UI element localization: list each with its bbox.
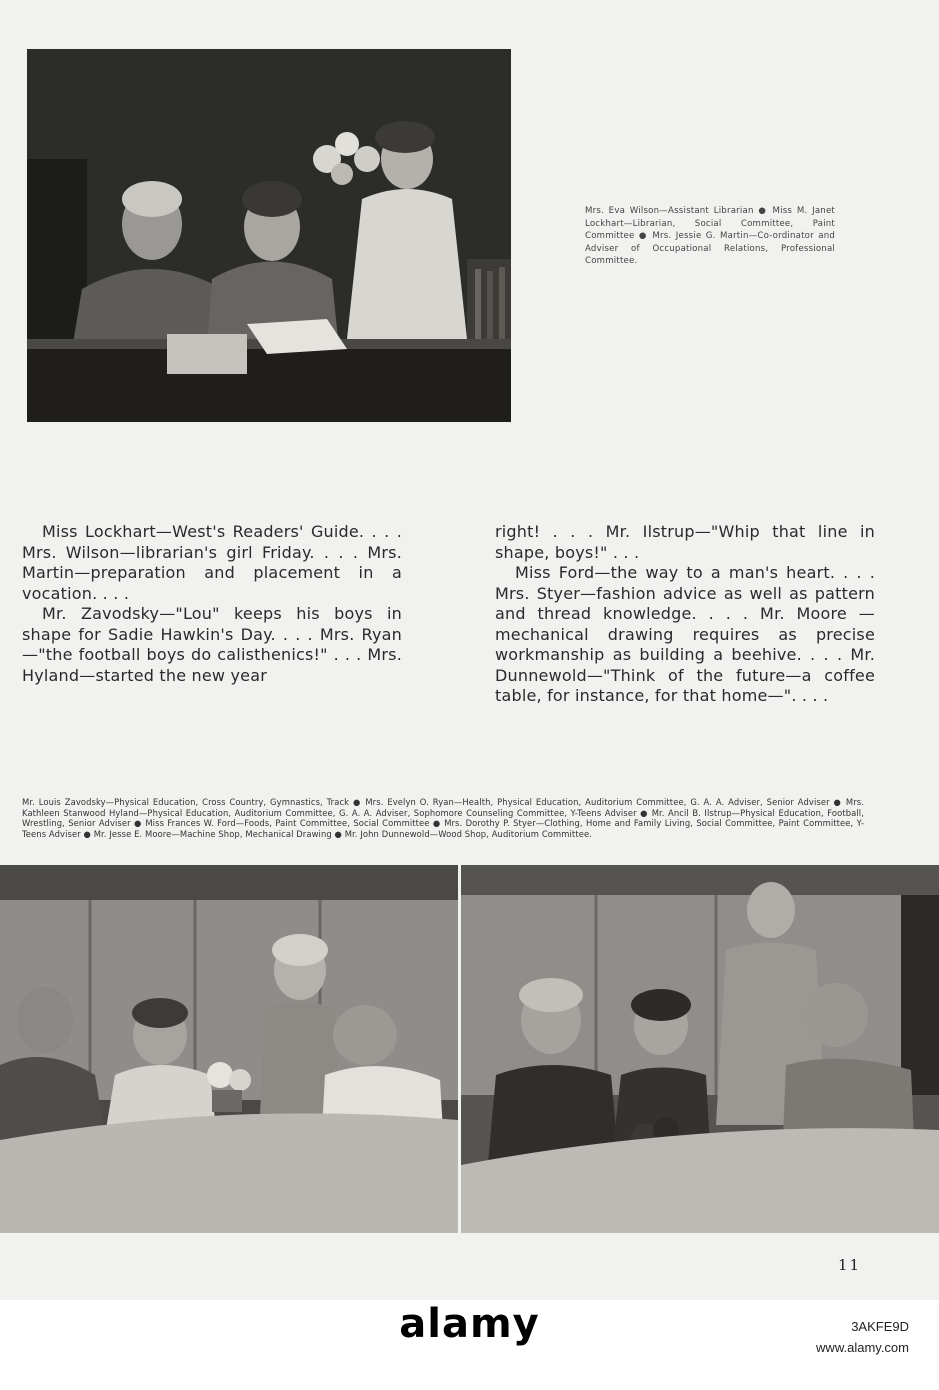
- body-left-paragraph-1: Miss Lockhart—West's Readers' Guide. . . . Mrs. Wilson—librarian's girl Friday. . . . Mrs. Martin—preparation and placement in a vocation. . . .: [22, 522, 402, 603]
- body-text-left: [22, 522, 402, 686]
- body-left-paragraph-2: Mr. Zavodsky—"Lou" keeps his boys in shape for Sadie Hawkin's Day. . . . Mrs. Ryan—"the football boys do calisthenics!" . . . Mrs. Hyland—started the new year: [22, 604, 402, 685]
- site-url-text: www.alamy.com: [816, 1340, 909, 1355]
- body-right-paragraph-1: right! . . . Mr. Ilstrup—"Whip that line in shape, boys!" . . .: [495, 522, 875, 562]
- caption-librarians: Mrs. Eva Wilson—Assistant Librarian ● Miss M. Janet Lockhart—Librarian, Social Committee, Paint Committee ● Mrs. Jessie G. Martin—Co-ordinator and Adviser of Occupational Relations, Professional Committee.: [585, 206, 835, 266]
- body-right-paragraph-2: Miss Ford—the way to a man's heart. . . . Mrs. Styer—fashion advice as well as pattern and thread knowledge. . . . Mr. Moore —mechanical drawing requires as precise workmanship as building a beehive. . . . Mr. Dunnewold—"Think of the future—a coffee table, for instance, for that home—". . . .: [495, 563, 875, 705]
- page-number: 11: [838, 1256, 862, 1274]
- alamy-logo: alamy: [399, 1301, 540, 1347]
- image-id-text: 3AKFE9D: [851, 1319, 909, 1334]
- caption-faculty: Mr. Louis Zavodsky—Physical Education, Cross Country, Gymnastics, Track ● Mrs. Evelyn O. Ryan—Health, Physical Education, Auditorium Committee, G. A. A. Adviser, Senior Adviser ● Mrs. Kathleen Stanwood Hyland—Physical Education, Auditorium Committee, G. A. A. Adviser, Sophomore Counseling Committee, Y-Teens Adviser ● Mr. Ancil B. Ilstrup—Physical Education, Football, Wrestling, Senior Adviser ● Miss Frances W. Ford—Foods, Paint Committee, Social Committee ● Mrs. Dorothy P. Styer—Clothing, Home and Family Living, Social Committee, Paint Committee, Y-Teens Adviser ● Mr. Jesse E. Moore—Machine Shop, Mechanical Drawing ● Mr. John Dunnewold—Wood Shop, Auditorium Committee.: [22, 797, 864, 839]
- photo-home-economics-shop-faculty: [461, 865, 939, 1233]
- body-text-right: [495, 522, 875, 707]
- photo-librarians: [27, 49, 511, 422]
- photo-physical-education-faculty: [0, 865, 458, 1233]
